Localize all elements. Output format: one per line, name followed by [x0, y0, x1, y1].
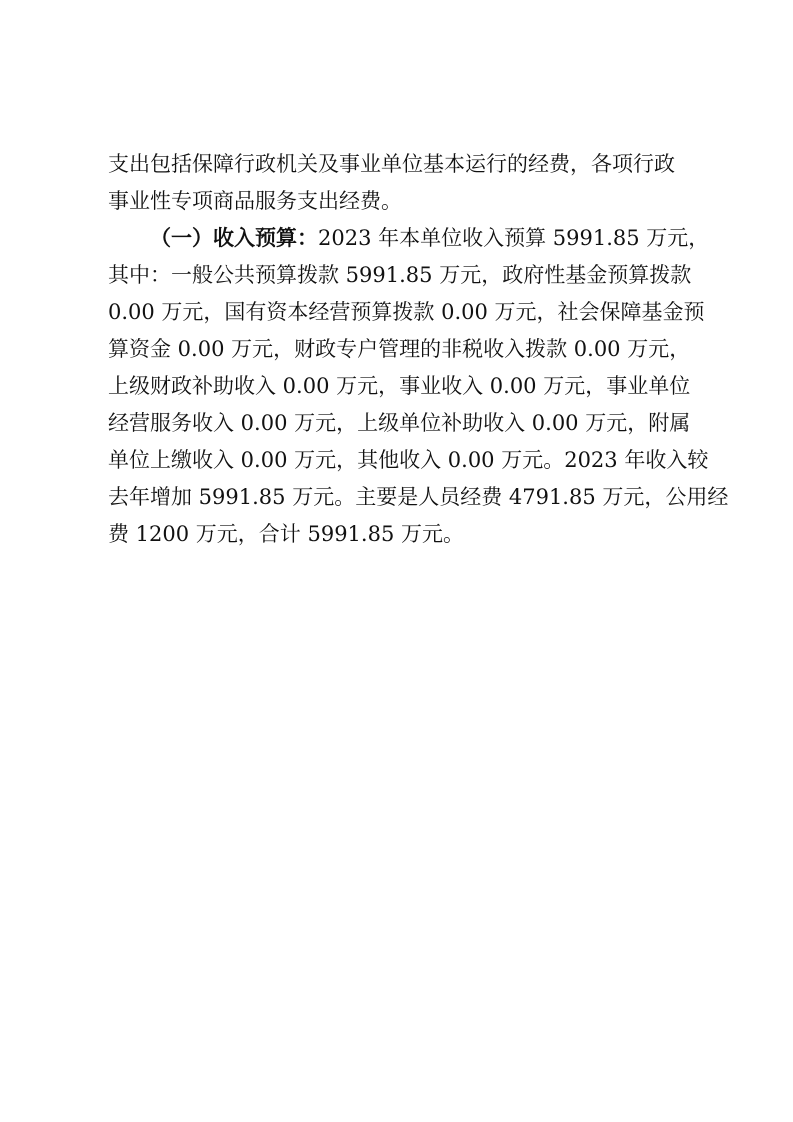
- document-body: [108, 146, 729, 553]
- paragraph-line: 上级财政补助收入 0.00 万元，事业收入 0.00 万元，事业单位: [108, 374, 691, 398]
- paragraph-line: 0.00 万元，国有资本经营预算拨款 0.00 万元，社会保障基金预: [108, 300, 705, 324]
- paragraph-line: 支出包括保障行政机关及事业单位基本运行的经费，各项行政: [108, 152, 675, 176]
- section-first-line-text: 2023 年本单位收入预算 5991.85 万元，: [318, 226, 710, 250]
- section-heading: （一）收入预算：: [150, 226, 318, 250]
- paragraph-line: 其中：一般公共预算拨款 5991.85 万元，政府性基金预算拨款: [108, 263, 692, 287]
- paragraph-line: 算资金 0.00 万元，财政专户管理的非税收入拨款 0.00 万元，: [108, 337, 691, 361]
- section-first-line: [108, 220, 710, 257]
- paragraph-line: 去年增加 5991.85 万元。主要是人员经费 4791.85 万元，公用经: [108, 485, 729, 509]
- paragraph-line: 经营服务收入 0.00 万元，上级单位补助收入 0.00 万元，附属: [108, 411, 691, 435]
- paragraph-line: 单位上缴收入 0.00 万元，其他收入 0.00 万元。2023 年收入较: [108, 448, 709, 472]
- paragraph-line: 事业性专项商品服务支出经费。: [108, 189, 402, 213]
- paragraph-line: 费 1200 万元，合计 5991.85 万元。: [108, 522, 464, 546]
